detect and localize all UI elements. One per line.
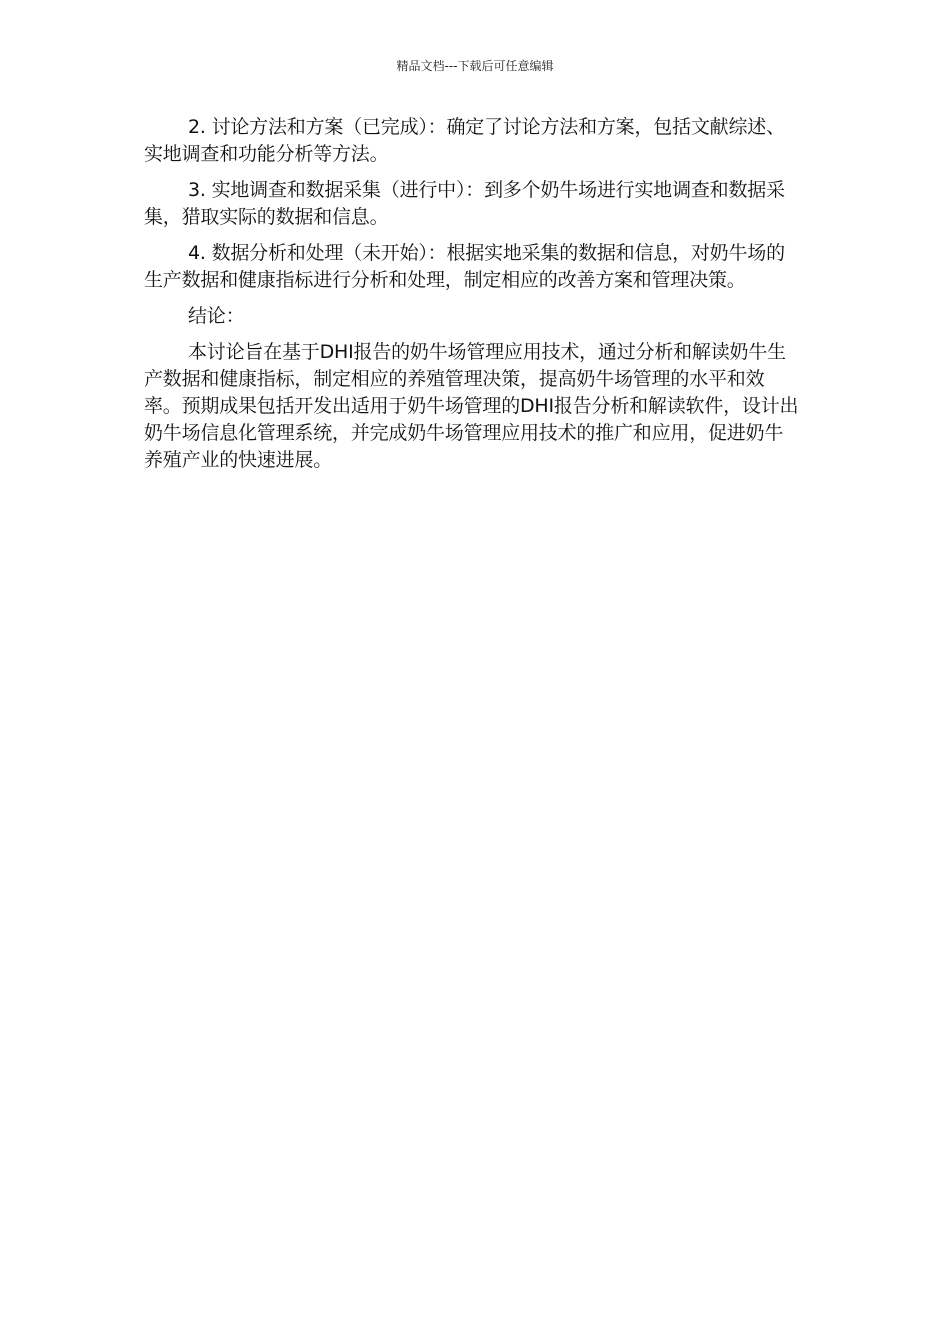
- conclusion-heading: 结论：: [188, 305, 245, 327]
- paragraph-step-2: 2. 讨论方法和方案（已完成）：确定了讨论方法和方案，包括文献综述、实地调查和功能分析等方法。: [144, 116, 785, 165]
- paragraph-step-3: 3. 实地调查和数据采集（进行中）：到多个奶牛场进行实地调查和数据采集，猎取实际的数据和信息。: [144, 179, 785, 228]
- conclusion-paragraph: 本讨论旨在基于DHI报告的奶牛场管理应用技术，通过分析和解读奶牛生产数据和健康指标，制定相应的养殖管理决策，提高奶牛场管理的水平和效率。预期成果包括开发出适用于奶牛场管理的DHI报告分析和解读软件，设计出奶牛场信息化管理系统，并完成奶牛场管理应用技术的推广和应用，促进奶牛养殖产业的快速进展。: [144, 341, 799, 471]
- paragraph-step-4: 4. 数据分析和处理（未开始）：根据实地采集的数据和信息，对奶牛场的生产数据和健康指标进行分析和处理，制定相应的改善方案和管理决策。: [144, 242, 785, 291]
- page-header: 精品文档---下载后可任意编辑: [396, 59, 554, 73]
- document-body: [144, 114, 800, 483]
